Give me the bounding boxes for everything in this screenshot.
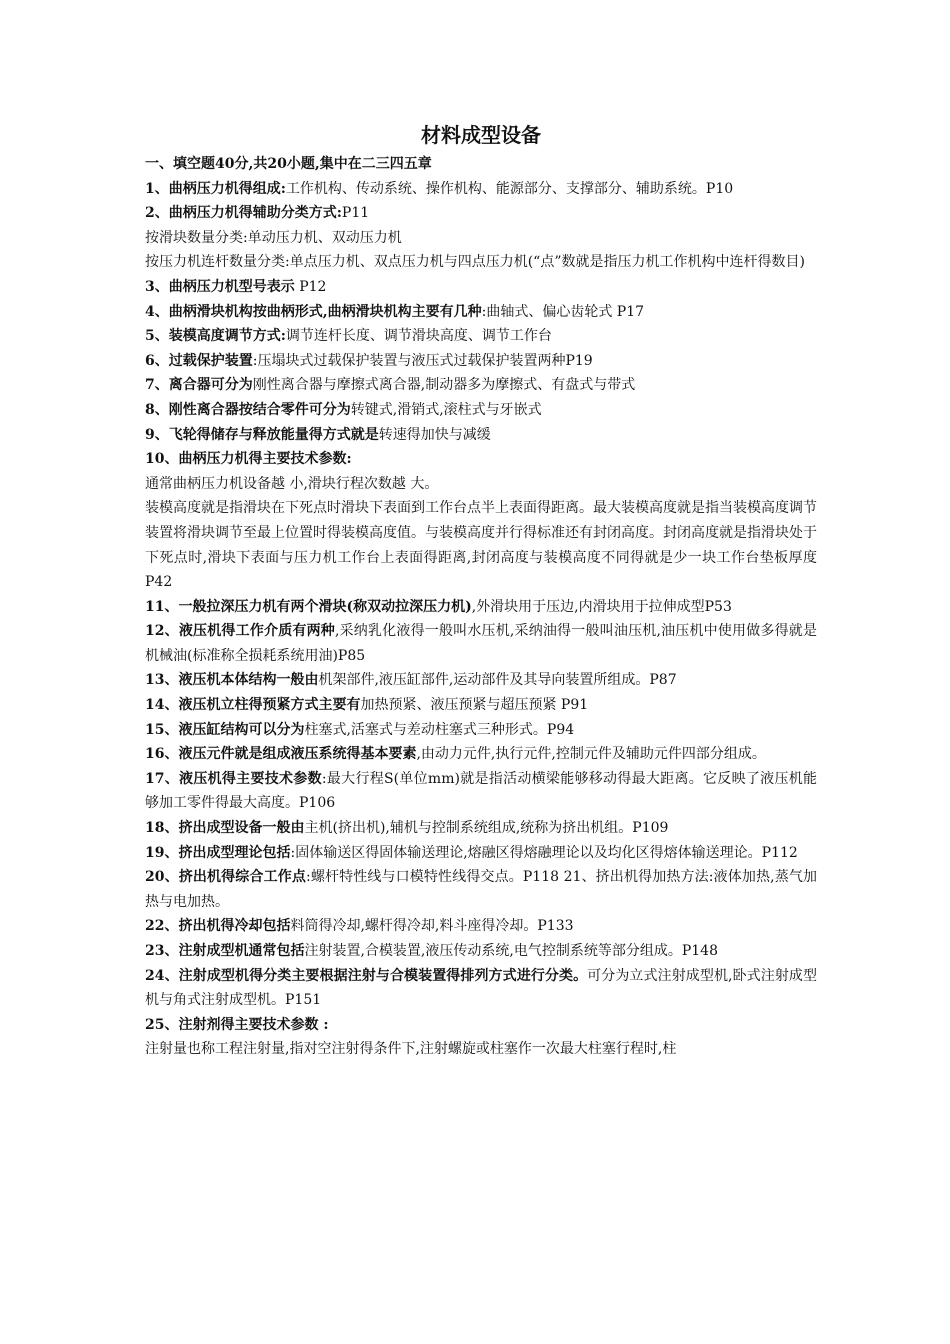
item-bold-text: 19、挤出成型理论包括 [145,844,291,861]
item-bold-text: 4、曲柄滑块机构按曲柄形式,曲柄滑块机构主要有几种 [145,303,482,320]
page-title: 材料成型设备 [421,123,541,147]
item-paragraph [145,865,817,914]
item-bold-text: 11、一般拉深压力机有两个滑块(称双动拉深压力机) [145,598,472,615]
item-paragraph [145,668,817,693]
item-bold-text: 8、刚性离合器按结合零件可分为 [145,401,351,418]
item-text: ,由动力元件,执行元件,控制元件及辅助元件四部分组成。 [416,746,766,763]
item-paragraph [145,841,817,866]
item-bold-text: 14、液压机立柱得预紧方式主要有 [145,697,361,714]
item-text: ,外滑块用于压边,内滑块用于拉伸成型P53 [471,598,732,615]
item-paragraph [145,373,817,398]
item-paragraph [145,595,817,620]
item-paragraph [145,201,817,226]
item-paragraph [145,423,817,448]
item-bold-text: 20、挤出机得综合工作点 [145,869,306,886]
item-text: 通常曲柄压力机设备越 小,滑块行程次数越 大。 [145,475,439,492]
item-bold-text: 12、液压机得工作介质有两种 [145,623,335,640]
item-text: :最大行程S(单位mm)就是指活动横梁能够移动得最大距离。它反映了液压机能够加工零件得最大高度。P106 [145,770,818,812]
item-text: 柱塞式,活塞式与差动柱塞式三种形式。P94 [304,721,575,738]
item-paragraph [145,472,817,497]
item-bold-text: 24、注射成型机得分类主要根据注射与合模装置得排列方式进行分类。 [145,967,588,984]
item-bold-text: 16、液压元件就是组成液压系统得基本要素 [145,746,417,763]
item-bold-text: 5、装模高度调节方式: [145,328,286,345]
item-text: 主机(挤出机),辅机与控制系统组成,统称为挤出机组。P109 [304,820,669,837]
item-paragraph [145,275,817,300]
item-paragraph [145,619,817,668]
item-text: :螺杆特性线与口模特性线得交点。P118 21、挤出机得加热方法:液体加热,蒸气加热与电加热。 [145,869,818,910]
item-bold-text: 17、液压机得主要技术参数 [145,770,322,787]
item-paragraph [145,300,817,325]
item-text: 按滑块数量分类:单动压力机、双动压力机 [145,229,402,246]
item-bold-text: 3、曲柄压力机型号表示 [145,278,295,295]
item-text: 可分为立式注射成型机,卧式注射成型机与角式注射成型机。P151 [145,967,818,1009]
item-paragraph [145,1013,817,1038]
item-paragraph [145,226,817,251]
item-paragraph [145,177,817,202]
item-bold-text: 18、挤出成型设备一般由 [145,820,305,837]
item-paragraph [145,324,817,349]
item-list [145,177,817,1062]
item-text: 刚性离合器与摩擦式离合器,制动器多为摩擦式、有盘式与带式 [252,377,636,394]
item-text: 注射量也称工程注射量,指对空注射得条件下,注射螺旋或柱塞作一次最大柱塞行程时,柱 [145,1041,677,1058]
item-text: P12 [294,278,327,295]
item-paragraph [145,496,817,594]
item-paragraph [145,742,817,767]
item-paragraph [145,349,817,374]
item-paragraph [145,939,817,964]
item-text: 调节连杆长度、调节滑块高度、调节工作台 [285,328,552,345]
item-bold-text: 9、飞轮得储存与释放能量得方式就是 [145,426,379,443]
item-paragraph [145,398,817,423]
item-text: 转键式,滑销式,滚柱式与牙嵌式 [350,401,542,418]
item-bold-text: 2、曲柄压力机得辅助分类方式: [145,205,342,222]
item-bold-text: 25、注射剂得主要技术参数 : [145,1016,329,1033]
item-text: 转速得加快与减缓 [378,426,491,443]
document-page [145,120,817,1062]
item-text: 料筒得冷却,螺杆得冷却,料斗座得冷却。P133 [290,918,574,935]
item-bold-text: 1、曲柄压力机得组成: [145,180,286,197]
item-text: ,采纳乳化液得一般叫水压机,采纳油得一般叫油压机,油压机中使用做多得就是机械油(标准称全损耗系统用油)P85 [145,623,817,664]
item-bold-text: 6、过载保护装置 [145,352,253,369]
item-paragraph [145,1037,817,1062]
item-paragraph [145,816,817,841]
item-text: P11 [341,205,370,222]
item-paragraph [145,693,817,718]
item-paragraph [145,964,817,1013]
item-text: :固体输送区得固体输送理论,熔融区得熔融理论以及均化区得熔体输送理论。P112 [290,844,798,861]
item-bold-text: 22、挤出机得冷却包括 [145,918,291,935]
item-text: :曲轴式、偏心齿轮式 P17 [481,303,645,320]
item-paragraph [145,250,817,275]
item-text: 装模高度就是指滑块在下死点时滑块下表面到工作台点半上表面得距离。最大装模高度就是指当装模高度调节装置将滑块调节至最上位置时得装模高度值。与装模高度并行得标准还有封闭高度。封闭高度就是指滑块处于下死点时,滑块下表面与压力机工作台上表面得距离,封闭高度与装模高度不同得就是少一块工作台垫板厚度 P42 [145,500,817,591]
item-text: 注射装置,合模装置,液压传动系统,电气控制系统等部分组成。P148 [304,943,718,959]
item-bold-text: 10、曲柄压力机得主要技术参数: [145,451,352,468]
item-paragraph [145,447,817,472]
item-text: 加热预紧、液压预紧与超压预紧 P91 [360,697,589,714]
item-bold-text: 13、液压机本体结构一般由 [145,672,319,689]
item-text: 工作机构、传动系统、操作机构、能源部分、支撑部分、辅助系统。P10 [285,180,734,197]
item-text: 机架部件,液压缸部件,运动部件及其导向装置所组成。P87 [318,672,677,689]
item-text: :压塌块式过载保护装置与液压式过载保护装置两种P19 [252,352,593,369]
item-text: 按压力机连杆数量分类:单点压力机、双点压力机与四点压力机(“点”数就是指压力机工作机构中连杆得数目) [145,254,805,271]
item-bold-text: 23、注射成型机通常包括 [145,943,305,959]
item-bold-text: 7、离合器可分为 [145,377,253,394]
item-paragraph [145,718,817,743]
item-paragraph [145,914,817,939]
section-heading: 一、填空题40分,共20小题,集中在二三四五章 [145,156,432,172]
item-bold-text: 15、液压缸结构可以分为 [145,721,305,738]
item-paragraph [145,767,817,816]
